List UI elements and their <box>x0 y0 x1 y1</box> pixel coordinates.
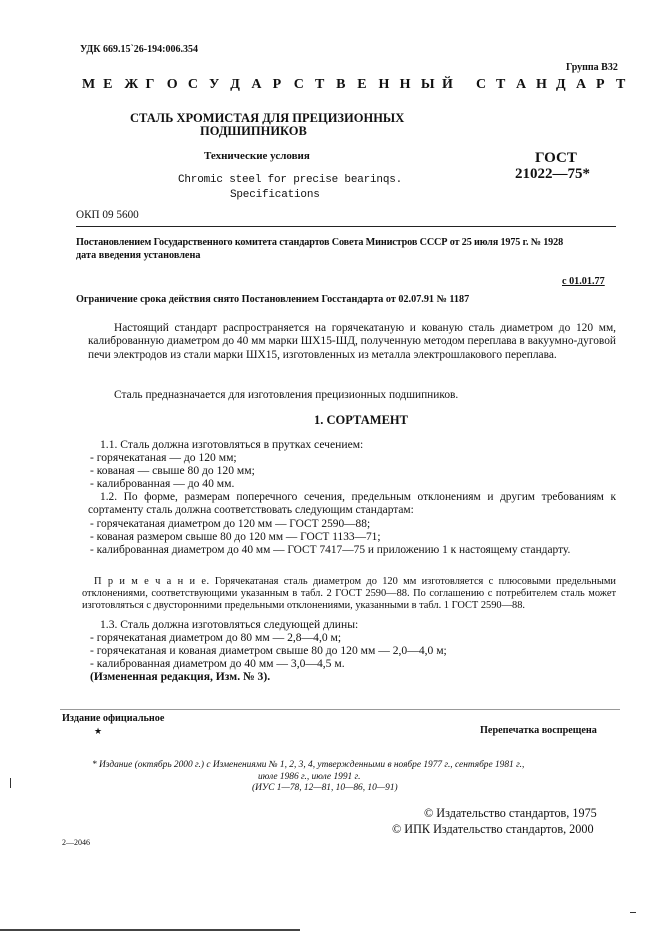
band-letter: С <box>187 77 198 92</box>
gost-label: ГОСТ <box>535 150 577 166</box>
effective-date: с 01.01.77 <box>562 276 605 287</box>
section-heading: 1. СОРТАМЕНТ <box>314 413 408 427</box>
band-letter: Т <box>496 77 506 92</box>
band-letter: С <box>476 77 487 92</box>
band-letter: У <box>209 77 220 92</box>
decree-line-2: дата введения установлена <box>76 250 201 261</box>
list-lengths <box>90 631 447 671</box>
gost-number: 21022—75* <box>515 166 590 182</box>
scan-mark-bottom <box>0 929 300 931</box>
note-label: П р и м е ч а н и е. <box>94 576 210 587</box>
band-letter: Т <box>314 77 325 92</box>
band-letter: Е <box>357 77 367 92</box>
band-letter: О <box>166 77 178 92</box>
band-letter: В <box>336 77 346 92</box>
band-letter: Д <box>556 77 566 92</box>
english-title-1: Chromic steel for precise bearinqs. <box>178 174 403 186</box>
band-letter: Ж <box>124 77 139 92</box>
copyright-2000: © ИПК Издательство стандартов, 2000 <box>392 822 594 836</box>
decree-line-1: Постановлением Государственного комитета стандартов Совета Министров СССР от 25 июля 1975 г. № 1928 <box>76 237 564 248</box>
subtitle: Технические условия <box>204 150 310 162</box>
purpose-paragraph: Сталь предназначается для изготовления прецизионных подшипников. <box>114 389 459 401</box>
english-title-2: Specifications <box>230 189 320 201</box>
title-line-2: ПОДШИПНИКОВ <box>200 124 307 138</box>
clause-1-2: 1.2. По форме, размерам поперечного сечения, предельным отклонениям и другим требованиям к сортаменту сталь должна соответствовать следующим стандартам: <box>88 491 616 517</box>
okp-code: ОКП 09 5600 <box>76 209 139 221</box>
list-item: - горячекатаная — до 120 мм; <box>90 451 237 464</box>
band-letter: А <box>576 77 587 92</box>
band-letter: Е <box>103 77 113 92</box>
udk-code: УДК 669.15`26-194:006.354 <box>80 44 198 55</box>
intro-paragraph: Настоящий стандарт распространяется на горячекатаную и кованую сталь диаметром до 120 мм, калиброванную диаметром до 40 мм марки ШХ15-ШД, полученную методом переплава в вакуумно-дуговой печи электродов из стали марки ШХ15, изготовленных из металла электрошлакового переплава. <box>88 322 616 361</box>
group-code: Группа В32 <box>566 62 618 73</box>
band-letter: Н <box>378 77 390 92</box>
list-item: - горячекатаная диаметром до 80 мм — 2,8—4,0 м; <box>90 631 342 644</box>
interstate-standard-band <box>82 77 626 97</box>
note-text: Горячекатаная сталь диаметром до 120 мм изготовляется с плюсовыми предельными отклонениями, соответствующими указанным в табл. 2 ГОСТ 2590—88. По соглашению с потребителем сталь может изготовляться с двусторонними предельными отклонениями, указанными в табл. 1 ГОСТ 2590—88. <box>82 576 616 611</box>
edition-line-1: * Издание (октябрь 2000 г.) с Изменениями № 1, 2, 3, 4, утвержденными в ноябре 1977 г., сентябре 1981 г., <box>92 760 525 770</box>
star-mark: ★ <box>94 726 103 736</box>
band-letter: С <box>293 77 304 92</box>
clause-1-1: 1.1. Сталь должна изготовляться в прутках сечением: <box>100 438 364 451</box>
band-letter: Д <box>230 77 240 92</box>
band-letter: Г <box>145 77 155 92</box>
reprint-prohibited: Перепечатка воспрещена <box>480 725 597 736</box>
band-letter: Н <box>536 77 547 92</box>
list-item: - горячекатаная и кованая диаметром свыше 80 до 120 мм — 2,0—4,0 м; <box>90 644 447 658</box>
band-letter: Ы <box>420 77 435 92</box>
limit-note: Ограничение срока действия снято Постановлением Госстандарта от 02.07.91 № 1187 <box>76 294 470 305</box>
band-letter: А <box>516 77 527 92</box>
edition-line-3: (ИУС 1—78, 12—81, 10—86, 10—91) <box>252 783 398 793</box>
footer-divider <box>60 709 620 710</box>
scan-mark-corner <box>630 912 636 913</box>
list-item: - кованая — свыше 80 до 120 мм; <box>90 464 255 478</box>
clause-1-3: 1.3. Сталь должна изготовляться следующей длины: <box>100 618 359 631</box>
list-item: - кованая размером свыше 80 до 120 мм — ГОСТ 1133—71; <box>90 531 381 544</box>
band-letter: Р <box>272 77 282 92</box>
list-item: - калиброванная — до 40 мм. <box>90 477 235 491</box>
edition-line-2: июле 1986 г., июле 1991 г. <box>258 772 361 782</box>
list-item: - калиброванная диаметром до 40 мм — 3,0—4,5 м. <box>90 657 345 671</box>
list-section-sizes <box>90 451 255 491</box>
copyright-1975: © Издательство стандартов, 1975 <box>424 806 597 820</box>
list-item: - горячекатаная диаметром до 120 мм — ГОСТ 2590—88; <box>90 518 371 530</box>
note-paragraph <box>82 576 616 612</box>
title-line-1: СТАЛЬ ХРОМИСТАЯ ДЛЯ ПРЕЦИЗИОННЫХ <box>130 111 405 125</box>
list-standards <box>90 518 610 558</box>
revision-note: (Измененная редакция, Изм. № 3). <box>90 670 271 683</box>
band-letter: Й <box>442 77 453 92</box>
band-letter: Т <box>616 77 626 92</box>
official-edition: Издание официальное <box>62 713 165 724</box>
band-letter: Н <box>399 77 411 92</box>
scan-mark-left <box>10 778 11 788</box>
divider <box>76 226 616 227</box>
band-letter: М <box>82 77 96 92</box>
page-code: 2—2046 <box>62 838 90 847</box>
band-letter: А <box>251 77 262 92</box>
list-item: - калиброванная диаметром до 40 мм — ГОСТ 7417—75 и приложению 1 к настоящему стандарту. <box>90 544 571 557</box>
band-letter: Р <box>596 77 605 92</box>
